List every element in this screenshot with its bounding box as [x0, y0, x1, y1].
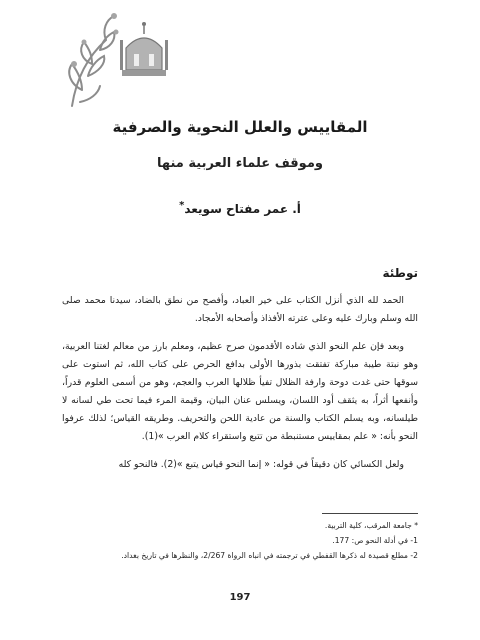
floral-mosque-emblem-icon [62, 10, 172, 110]
author-footnote-mark: * [179, 200, 185, 211]
author-name: أ. عمر مفتاح سويعد [184, 202, 301, 216]
footnote-item: 2- مطلع قصيدة له ذكرها القفطي في ترجمته في انباه الرواة 2/267، والنظرها في تاريخ بغداد. [121, 551, 418, 560]
paragraph: ولعل الكسائي كان دقيقاً في قوله: « إنما النحو قياس يتبع »(2). فالنحو كله [118, 459, 404, 470]
article-subtitle: وموقف علماء العربية منها [157, 156, 323, 171]
section-heading: توطئة [382, 266, 418, 280]
paragraph: وبعد فإن علم النحو الذي شاده الأقدمون صرح عظيم، ومعلم بارز من معالم لغتنا العربية، وهو نبتة طيبة مباركة تفتقت بذورها الأولى بدافع الحرص على كتاب الله، ثم استوت على سوقها حتى غدت دوحة وارفة الظلال تفيأ ظلالها العرب والعجم، وهو من أسمى العلوم قدراً، وأنفعها أثراً، به يثقف أود اللسان، ويسلس عنان البيان، وقيمة المرء فيما تحت طي لسانه لا طيلسانه، وبه يسلم الكتاب والسنة من عادية اللحن والتحريف. وطريقه القياس؛ لذلك عرفوا النحو بأنه: « علم بمقاييس مستنبطة من تتبع واستقراء كلام العرب »(1). [62, 341, 418, 442]
paragraph: الحمد لله الذي أنزل الكتاب على خير العباد، وأفصح من نطق بالضاد، سيدنا محمد صلى الله وسلم وبارك عليه وعلى عترته الأفذاذ وأصحابه الأمجاد. [62, 295, 418, 324]
article-title: المقاييس والعلل النحوية والصرفية [112, 118, 368, 136]
page-number: 197 [229, 592, 251, 603]
footnotes [62, 518, 418, 563]
body-text [62, 292, 418, 484]
footnote-item: 1- في أدلة النحو ص: 177. [332, 536, 418, 545]
author-line [170, 200, 310, 216]
footnote-item: * جامعة المرقب، كلية التربية. [324, 521, 418, 530]
footnote-divider [322, 513, 418, 514]
